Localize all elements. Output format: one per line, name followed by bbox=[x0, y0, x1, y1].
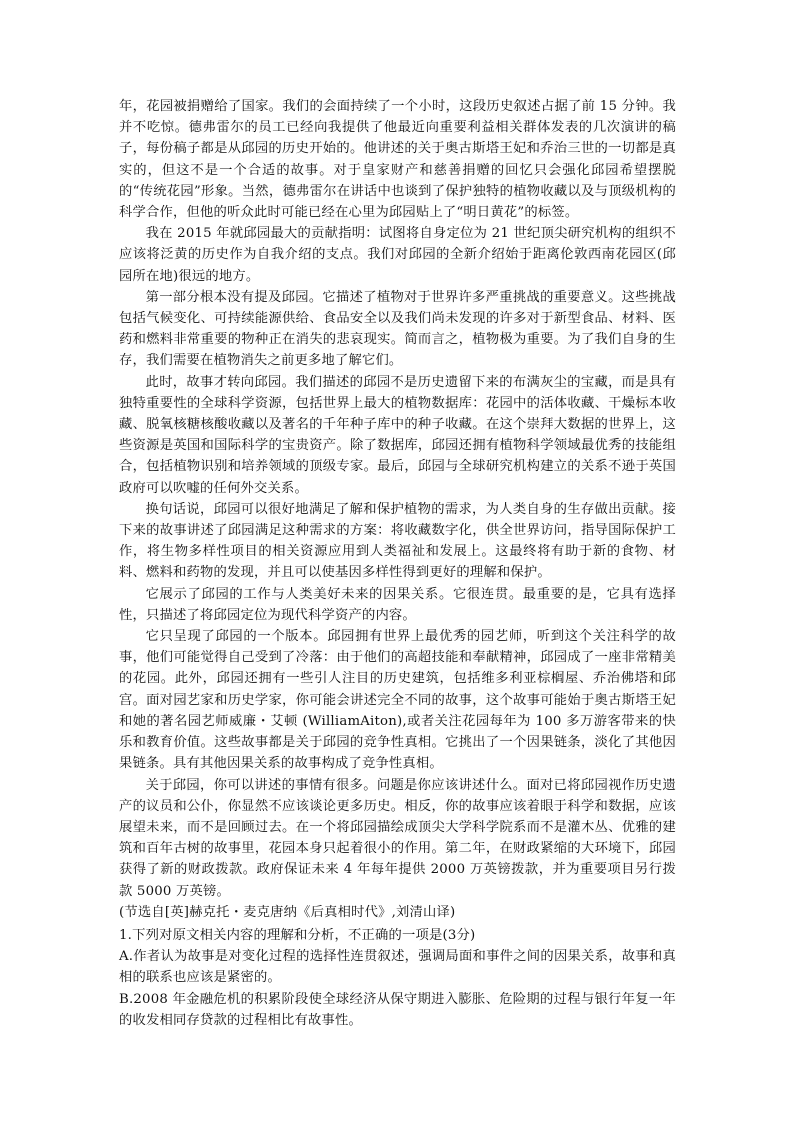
source-citation: (节选自[英]赫克托・麦克唐纳《后真相时代》,刘清山译) bbox=[119, 904, 456, 920]
paragraph-1: 我在 2015 年就邱园最大的贡献指明：试图将自身定位为 21 世纪顶尖研究机构的组织不应该将泛黄的历史作为自我介绍的支点。我们对邱园的全新介绍始于距离伦敦西南花园区(邱园所在地)很远的地方。 bbox=[119, 226, 676, 284]
article-body bbox=[119, 96, 676, 1031]
option-a: A.作者认为故事是对变化过程的选择性连贯叙述，强调局面和事件之间的因果关系，故事和真相的联系也应该是紧密的。 bbox=[119, 949, 676, 986]
option-b: B.2008 年金融危机的积累阶段使全球经济从保守期进入膨胀、危险期的过程与银行年复一年的收发相同存贷款的过程相比有故事性。 bbox=[119, 991, 676, 1028]
paragraph-6: 它只呈现了邱园的一个版本。邱园拥有世界上最优秀的园艺师，听到这个关注科学的故事，他们可能觉得自己受到了冷落：由于他们的高超技能和奉献精神，邱园成了一座非常精美的花园。此外，邱园还拥有一些引人注目的历史建筑，包括维多利亚棕榈屋、乔治佛塔和邱宫。面对园艺家和历史学家，你可能会讲述完全不同的故事，这个故事可能始于奥古斯塔王妃和她的著名园艺师威廉・艾顿 (WilliamAiton),或者关注花园每年为 100 多万游客带来的快乐和教育价值。这些故事都是关于邱园的竞争性真相。它挑出了一个因果链条，淡化了其他因果链条。具有其他因果关系的故事构成了竞争性真相。 bbox=[119, 629, 676, 772]
paragraph-0: 年，花园被捐赠给了国家。我们的会面持续了一个小时，这段历史叙述占据了前 15 分钟。我并不吃惊。德弗雷尔的员工已经向我提供了他最近向重要利益相关群体发表的几次演讲的稿子，每份稿子都是从邱园的历史开始的。他讲述的关于奥古斯塔王妃和乔治三世的一切都是真实的，但这不是一个合适的故事。对于皇家财产和慈善捐赠的回忆只会强化邱园希望摆脱的“传统花园”形象。当然，德弗雷尔在讲话中也谈到了保护独特的植物收藏以及与顶级机构的科学合作，但他的听众此时可能已经在心里为邱园贴上了“明日黄花”的标签。 bbox=[119, 99, 676, 221]
question-1: 1.下列对原文相关内容的理解和分析，不正确的一项是(3分) bbox=[119, 927, 476, 943]
paragraph-5: 它展示了邱园的工作与人类美好未来的因果关系。它很连贯。最重要的是，它具有选择性，只描述了将邱园定位为现代科学资产的内容。 bbox=[119, 586, 676, 623]
paragraph-4: 换句话说，邱园可以很好地满足了解和保护植物的需求，为人类自身的生存做出贡献。接下来的故事讲述了邱园满足这种需求的方案：将收藏数字化，供全世界访问，指导国际保护工作，将生物多样性项目的相关资源应用到人类福祉和发展上。这最终将有助于新的食物、材料、燃料和药物的发现，并且可以使基因多样性得到更好的理解和保护。 bbox=[119, 501, 676, 581]
paragraph-7: 关于邱园，你可以讲述的事情有很多。问题是你应该讲述什么。面对已将邱园视作历史遗产的议员和公仆，你显然不应该谈论更多历史。相反，你的故事应该着眼于科学和数据，应该展望未来，而不是回顾过去。在一个将邱园描绘成顶尖大学科学院系而不是灌木丛、优雅的建筑和百年古树的故事里，花园本身只起着很小的作用。第二年，在财政紧缩的大环境下，邱园获得了新的财政拨款。政府保证未来 4 年每年提供 2000 万英镑拨款，并为重要项目另行拨款 5000 万英镑。 bbox=[119, 777, 676, 899]
paragraph-3: 此时，故事才转向邱园。我们描述的邱园不是历史遗留下来的布满灰尘的宝藏，而是具有独特重要性的全球科学资源，包括世界上最大的植物数据库：花园中的活体收藏、干燥标本收藏、脱氧核糖核酸收藏以及著名的千年种子库中的种子收藏。在这个崇拜大数据的世界上，这些资源是英国和国际科学的宝贵资产。除了数据库，邱园还拥有植物科学领域最优秀的技能组合，包括植物识别和培养领域的顶级专家。最后，邱园与全球研究机构建立的关系不逊于英国政府可以吹嘘的任何外交关系。 bbox=[119, 374, 676, 496]
paragraph-2: 第一部分根本没有提及邱园。它描述了植物对于世界许多严重挑战的重要意义。这些挑战包括气候变化、可持续能源供给、食品安全以及我们尚未发现的许多对于新型食品、材料、医药和燃料非常重要的物种正在消失的悲哀现实。简而言之，植物极为重要。为了我们自身的生存，我们需要在植物消失之前更多地了解它们。 bbox=[119, 289, 676, 369]
